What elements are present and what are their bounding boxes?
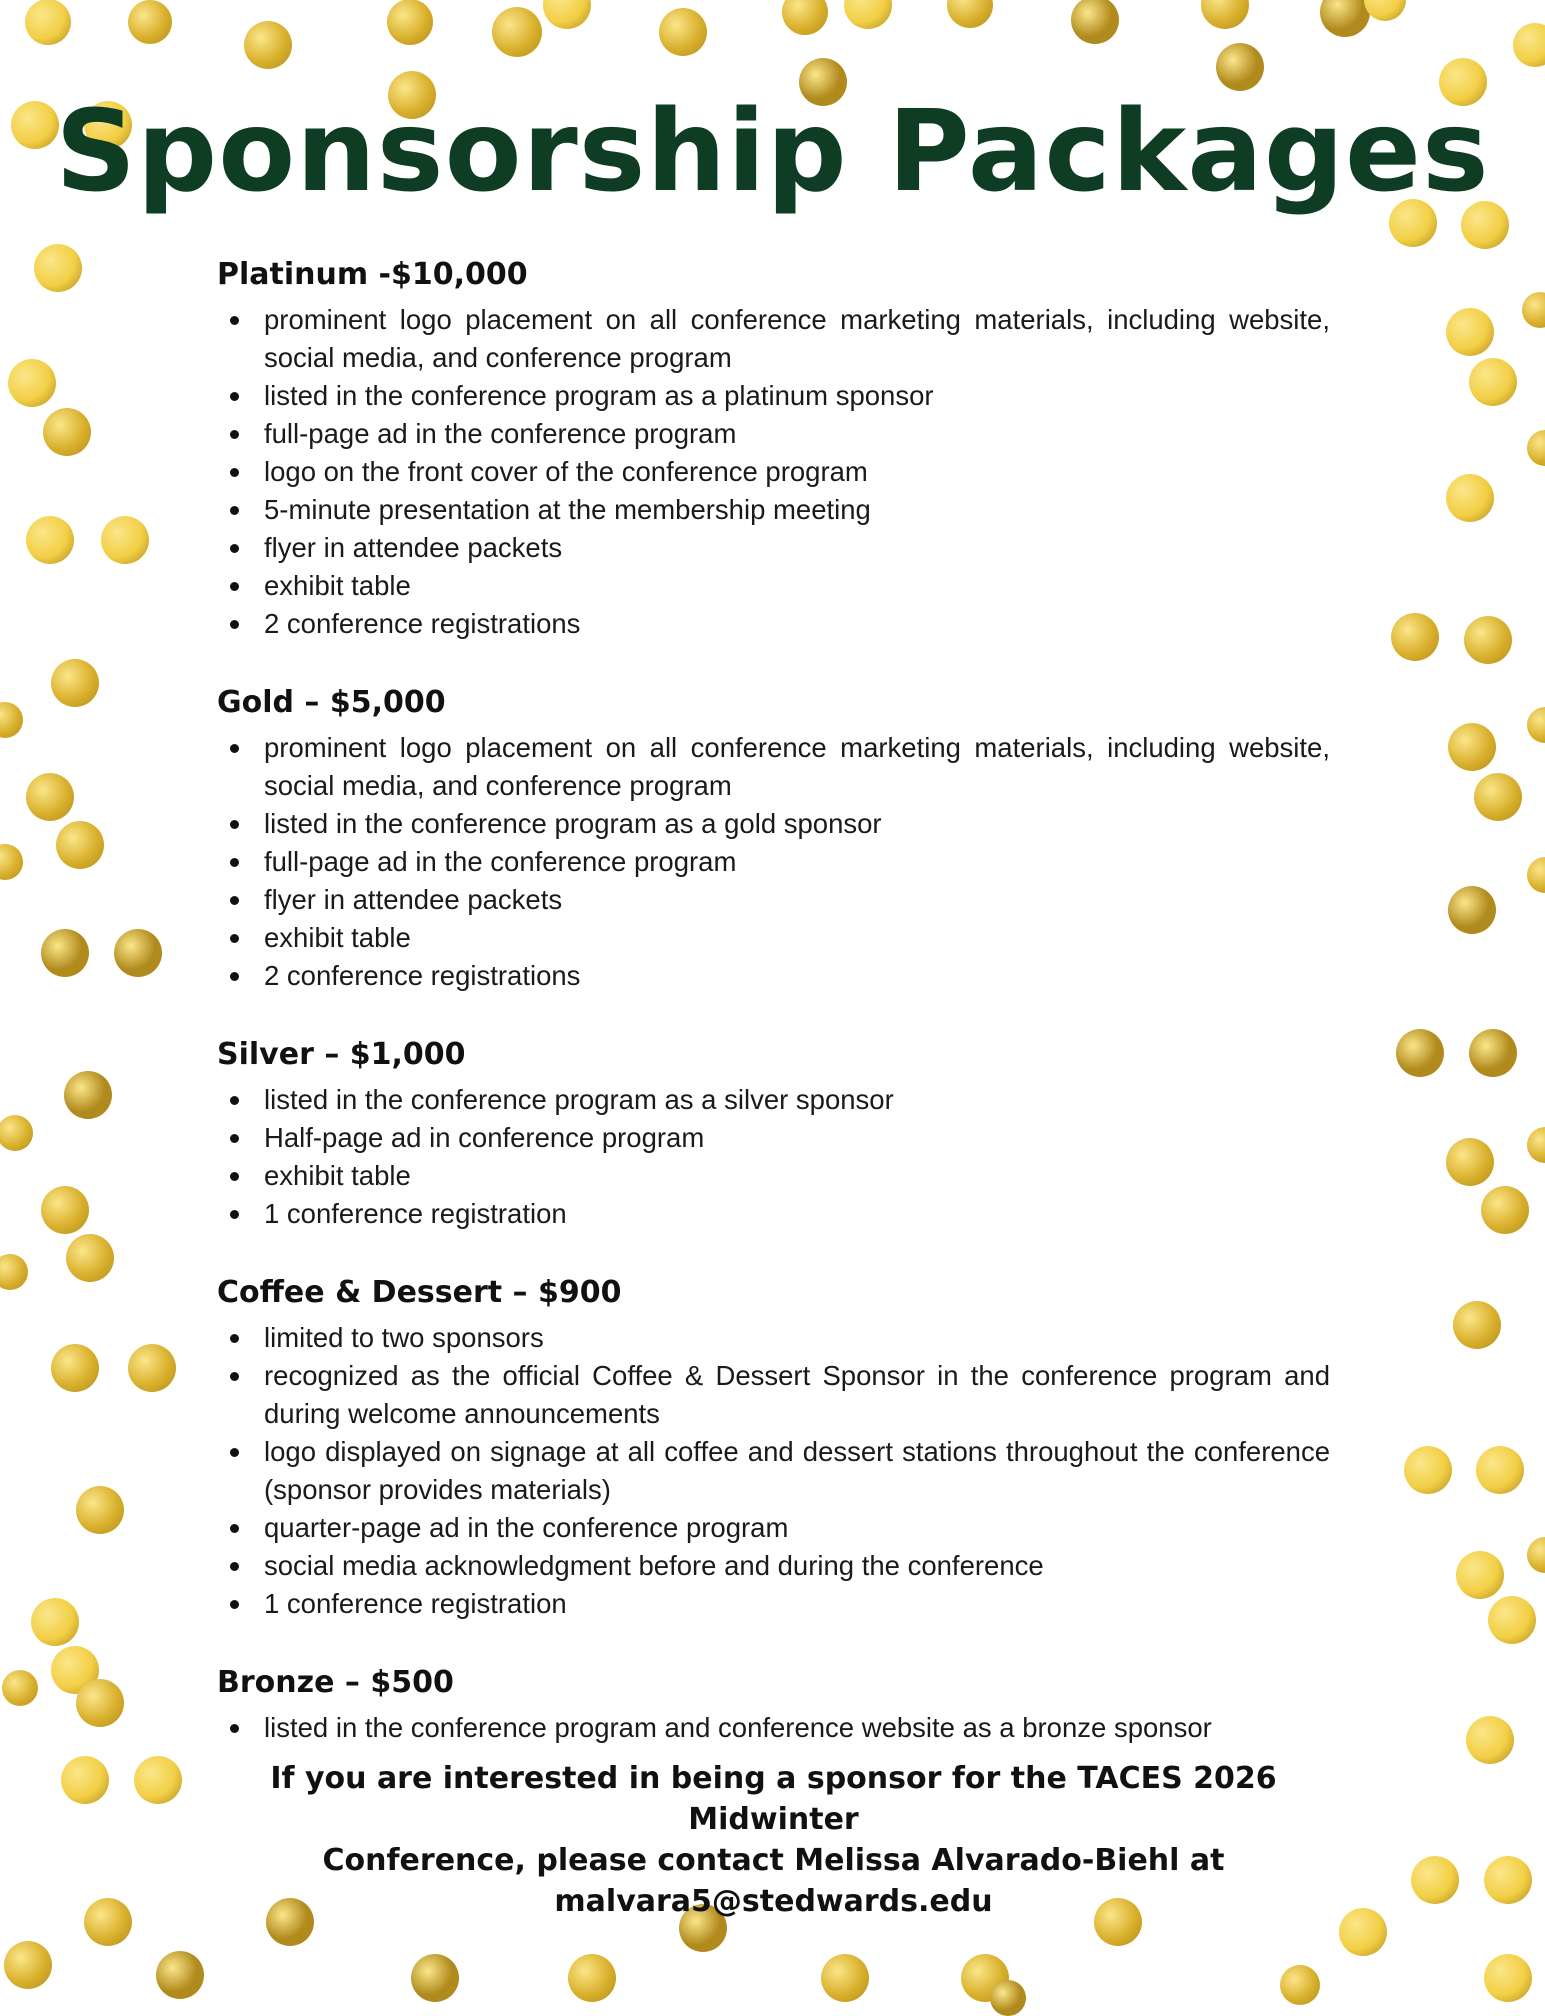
benefit-item: logo on the front cover of the conference program bbox=[217, 453, 1330, 491]
package-name: Bronze – $500 bbox=[217, 1665, 454, 1700]
benefit-item: 2 conference registrations bbox=[217, 957, 1330, 995]
confetti-dot bbox=[51, 1344, 99, 1392]
confetti-dot bbox=[84, 1898, 132, 1946]
confetti-dot bbox=[1469, 1029, 1517, 1077]
confetti-dot bbox=[782, 0, 828, 35]
confetti-dot bbox=[64, 1071, 112, 1119]
benefit-list bbox=[217, 1709, 1330, 1747]
benefit-item: full-page ad in the conference program bbox=[217, 415, 1330, 453]
confetti-dot bbox=[1527, 857, 1545, 893]
confetti-dot bbox=[26, 516, 74, 564]
benefit-item: 1 conference registration bbox=[217, 1585, 1330, 1623]
confetti-dot bbox=[1484, 1856, 1532, 1904]
confetti-dot bbox=[128, 0, 172, 44]
package-name: Silver – $1,000 bbox=[217, 1037, 466, 1072]
confetti-dot bbox=[1453, 1301, 1501, 1349]
confetti-dot bbox=[244, 21, 292, 69]
confetti-dot bbox=[1448, 886, 1496, 934]
benefit-item: exhibit table bbox=[217, 567, 1330, 605]
confetti-dot bbox=[0, 1254, 28, 1290]
confetti-dot bbox=[1474, 773, 1522, 821]
confetti-dot bbox=[66, 1234, 114, 1282]
confetti-dot bbox=[26, 773, 74, 821]
benefit-item: quarter-page ad in the conference program bbox=[217, 1509, 1330, 1547]
benefit-item: listed in the conference program and conference website as a bronze sponsor bbox=[217, 1709, 1330, 1747]
confetti-dot bbox=[568, 1954, 616, 2002]
confetti-dot bbox=[34, 244, 82, 292]
confetti-dot bbox=[0, 844, 23, 880]
confetti-dot bbox=[1464, 616, 1512, 664]
confetti-dot bbox=[411, 1954, 459, 2002]
benefit-list bbox=[217, 1081, 1330, 1233]
confetti-dot bbox=[41, 929, 89, 977]
benefit-item: full-page ad in the conference program bbox=[217, 843, 1330, 881]
package-gold bbox=[217, 681, 1330, 995]
confetti-dot bbox=[0, 702, 23, 738]
confetti-dot bbox=[821, 1954, 869, 2002]
confetti-dot bbox=[114, 929, 162, 977]
confetti-dot bbox=[76, 1679, 124, 1727]
confetti-dot bbox=[1446, 1138, 1494, 1186]
benefit-item: recognized as the official Coffee & Dessert Sponsor in the conference program and during welcome announcements bbox=[217, 1357, 1330, 1433]
benefit-item: listed in the conference program as a gold sponsor bbox=[217, 805, 1330, 843]
confetti-dot bbox=[1481, 1186, 1529, 1234]
confetti-dot bbox=[101, 516, 149, 564]
confetti-dot bbox=[1527, 1127, 1545, 1163]
confetti-dot bbox=[1280, 1965, 1320, 2005]
confetti-dot bbox=[1527, 430, 1545, 466]
package-bronze bbox=[217, 1661, 1330, 1747]
confetti-dot bbox=[387, 0, 433, 45]
confetti-dot bbox=[156, 1951, 204, 1999]
benefit-item: listed in the conference program as a silver sponsor bbox=[217, 1081, 1330, 1119]
benefit-item: social media acknowledgment before and during the conference bbox=[217, 1547, 1330, 1585]
benefit-list bbox=[217, 1319, 1330, 1623]
confetti-dot bbox=[1513, 23, 1545, 67]
contact-email[interactable]: malvara5@stedwards.edu bbox=[554, 1884, 993, 1919]
confetti-dot bbox=[1396, 1029, 1444, 1077]
confetti-dot bbox=[134, 1756, 182, 1804]
contact-line: If you are interested in being a sponsor for the TACES 2026 Midwinter bbox=[270, 1761, 1277, 1837]
confetti-dot bbox=[41, 1186, 89, 1234]
package-name: Platinum -$10,000 bbox=[217, 257, 528, 292]
benefit-item: listed in the conference program as a platinum sponsor bbox=[217, 377, 1330, 415]
confetti-dot bbox=[1071, 0, 1119, 44]
benefit-item: flyer in attendee packets bbox=[217, 881, 1330, 919]
confetti-dot bbox=[76, 1486, 124, 1534]
confetti-dot bbox=[1476, 1446, 1524, 1494]
confetti-dot bbox=[51, 659, 99, 707]
confetti-dot bbox=[1446, 474, 1494, 522]
benefit-item: prominent logo placement on all conference marketing materials, including website, social media, and conference program bbox=[217, 301, 1330, 377]
confetti-dot bbox=[1469, 358, 1517, 406]
package-silver bbox=[217, 1033, 1330, 1233]
packages-list bbox=[217, 253, 1330, 1785]
confetti-dot bbox=[1527, 707, 1545, 743]
confetti-dot bbox=[492, 7, 542, 57]
page-title: Sponsorship Packages bbox=[55, 87, 1490, 217]
package-platinum bbox=[217, 253, 1330, 643]
benefit-item: logo displayed on signage at all coffee and dessert stations throughout the conference (sponsor provides materials) bbox=[217, 1433, 1330, 1509]
confetti-dot bbox=[1411, 1856, 1459, 1904]
benefit-item: prominent logo placement on all conference marketing materials, including website, social media, and conference program bbox=[217, 729, 1330, 805]
confetti-dot bbox=[1201, 0, 1249, 29]
benefit-list bbox=[217, 301, 1330, 643]
confetti-dot bbox=[2, 1670, 38, 1706]
confetti-dot bbox=[543, 0, 591, 29]
confetti-dot bbox=[43, 408, 91, 456]
confetti-dot bbox=[4, 1941, 52, 1989]
confetti-dot bbox=[1446, 308, 1494, 356]
confetti-dot bbox=[844, 0, 892, 29]
confetti-dot bbox=[1448, 723, 1496, 771]
confetti-dot bbox=[128, 1344, 176, 1392]
confetti-dot bbox=[1527, 1537, 1545, 1573]
confetti-dot bbox=[1364, 0, 1406, 21]
benefit-item: flyer in attendee packets bbox=[217, 529, 1330, 567]
confetti-dot bbox=[1466, 1716, 1514, 1764]
benefit-item: exhibit table bbox=[217, 919, 1330, 957]
confetti-dot bbox=[659, 8, 707, 56]
contact-callout bbox=[217, 1758, 1330, 1922]
benefit-item: exhibit table bbox=[217, 1157, 1330, 1195]
package-coffee-dessert bbox=[217, 1271, 1330, 1623]
confetti-dot bbox=[31, 1598, 79, 1646]
confetti-dot bbox=[0, 1115, 33, 1151]
confetti-dot bbox=[947, 0, 993, 28]
confetti-dot bbox=[1320, 0, 1370, 37]
confetti-dot bbox=[25, 0, 71, 45]
confetti-dot bbox=[1484, 1954, 1532, 2002]
confetti-dot bbox=[56, 821, 104, 869]
benefit-item: 2 conference registrations bbox=[217, 605, 1330, 643]
contact-line: Conference, please contact Melissa Alvarado-Biehl at bbox=[322, 1843, 1225, 1878]
benefit-item: 1 conference registration bbox=[217, 1195, 1330, 1233]
confetti-dot bbox=[990, 1980, 1026, 2016]
confetti-dot bbox=[1488, 1596, 1536, 1644]
confetti-dot bbox=[61, 1756, 109, 1804]
confetti-dot bbox=[1216, 43, 1264, 91]
benefit-item: Half-page ad in conference program bbox=[217, 1119, 1330, 1157]
benefit-item: limited to two sponsors bbox=[217, 1319, 1330, 1357]
confetti-dot bbox=[8, 359, 56, 407]
confetti-dot bbox=[1391, 613, 1439, 661]
confetti-dot bbox=[1339, 1908, 1387, 1956]
benefit-list bbox=[217, 729, 1330, 995]
package-name: Coffee & Dessert – $900 bbox=[217, 1275, 622, 1310]
confetti-dot bbox=[1404, 1446, 1452, 1494]
confetti-dot bbox=[1456, 1551, 1504, 1599]
confetti-dot bbox=[1522, 292, 1545, 328]
package-name: Gold – $5,000 bbox=[217, 685, 446, 720]
benefit-item: 5-minute presentation at the membership meeting bbox=[217, 491, 1330, 529]
